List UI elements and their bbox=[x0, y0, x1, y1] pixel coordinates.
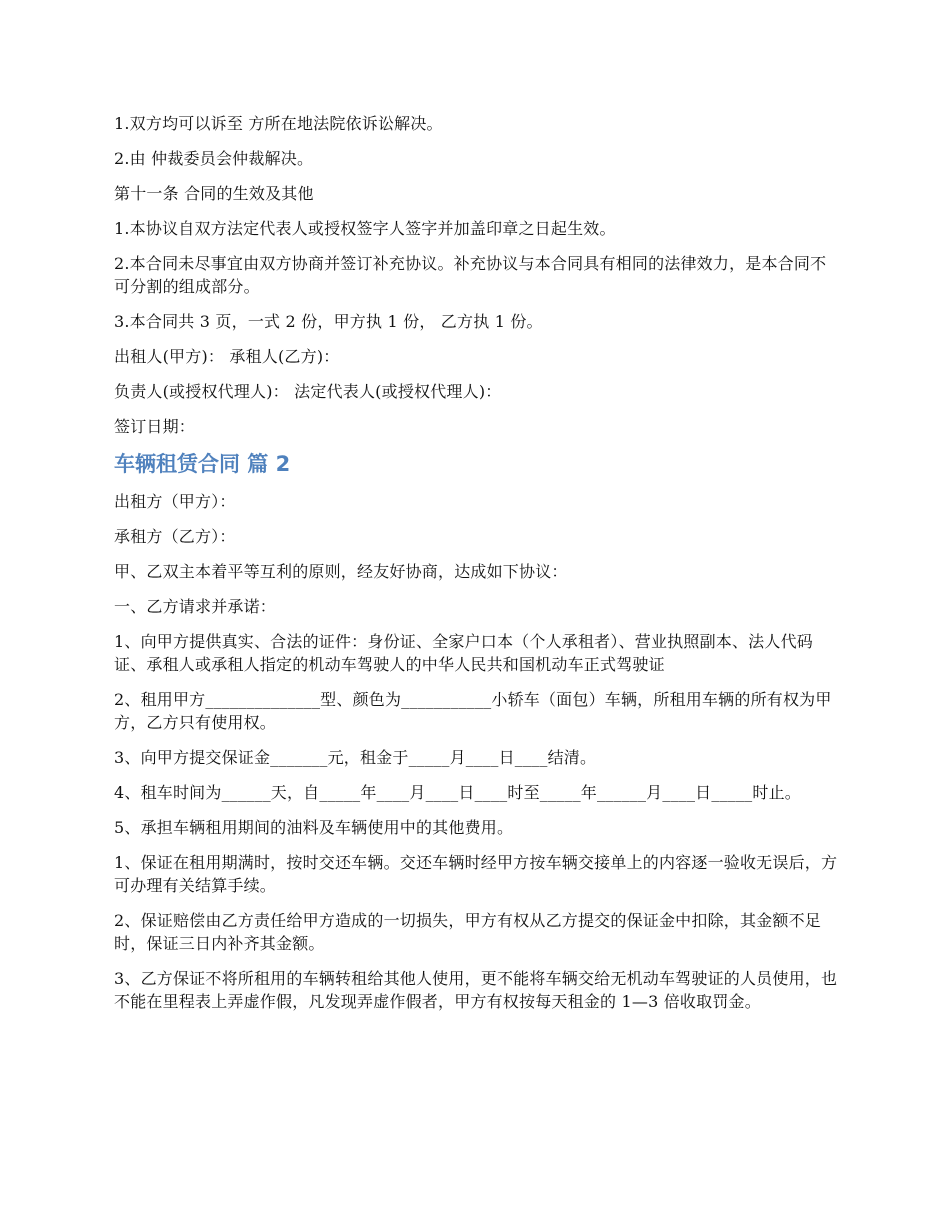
clause-fuel-costs: 5、承担车辆租用期间的油料及车辆使用中的其他费用。 bbox=[114, 818, 514, 837]
paragraph-supplement: 2.本合同未尽事宜由双方协商并签订补充协议。补充协议与本合同具有相同的法律效力，是本合同不可分割的组成部分。 bbox=[114, 254, 827, 296]
party-lessor: 出租方（甲方）： bbox=[114, 492, 236, 511]
clause-documents: 1、向甲方提供真实、合法的证件：身份证、全家户口本（个人承租者）、营业执照副本、法人代码证、承租人或承租人指定的机动车驾驶人的中华人民共和国机动车正式驾驶证 bbox=[114, 632, 813, 674]
clause-return: 1、保证在租用期满时，按时交还车辆。交还车辆时经甲方按车辆交接单上的内容逐一验收无误后，方可办理有关结算手续。 bbox=[114, 853, 838, 895]
paragraph-preamble: 甲、乙双主本着平等互利的原则，经友好协商，达成如下协议： bbox=[114, 562, 568, 581]
party-lessee: 承租方（乙方）： bbox=[114, 527, 236, 546]
clause-1-title: 一、乙方请求并承诺： bbox=[114, 597, 277, 616]
section-heading: 车辆租赁合同 篇 2 bbox=[114, 452, 291, 476]
article-11-title: 第十一条 合同的生效及其他 bbox=[114, 184, 314, 203]
paragraph-litigation: 1.双方均可以诉至 方所在地法院依诉讼解决。 bbox=[114, 114, 443, 133]
paragraph-arbitration: 2.由 仲裁委员会仲裁解决。 bbox=[114, 149, 314, 168]
clause-deposit: 3、向甲方提交保证金_______元，租金于_____月____日____结清。 bbox=[114, 748, 597, 767]
clause-compensation: 2、保证赔偿由乙方责任给甲方造成的一切损失，甲方有权从乙方提交的保证金中扣除，其金额不足时，保证三日内补齐其金额。 bbox=[114, 911, 821, 953]
signature-date: 签订日期： bbox=[114, 417, 196, 436]
clause-no-sublease: 3、乙方保证不将所租用的车辆转租给其他人使用，更不能将车辆交给无机动车驾驶证的人员使用，也不能在里程表上弄虚作假，凡发现弄虚作假者，甲方有权按每天租金的 1—3 倍收取罚金。 bbox=[114, 969, 838, 1011]
paragraph-effective: 1.本协议自双方法定代表人或授权签字人签字并加盖印章之日起生效。 bbox=[114, 219, 616, 238]
signature-representatives: 负责人(或授权代理人)： 法定代表人(或授权代理人)： bbox=[114, 382, 502, 401]
clause-vehicle: 2、租用甲方______________型、颜色为___________小轿车（面包）车辆，所租用车辆的所有权为甲方，乙方只有使用权。 bbox=[114, 690, 832, 732]
paragraph-copies: 3.本合同共 3 页，一式 2 份，甲方执 1 份， 乙方执 1 份。 bbox=[114, 312, 543, 331]
signature-parties: 出租人(甲方)： 承租人(乙方)： bbox=[114, 347, 340, 366]
clause-rental-period: 4、租车时间为______天，自_____年____月____日____时至_____年______月____日_____时止。 bbox=[114, 783, 801, 802]
document-body bbox=[114, 112, 842, 1025]
